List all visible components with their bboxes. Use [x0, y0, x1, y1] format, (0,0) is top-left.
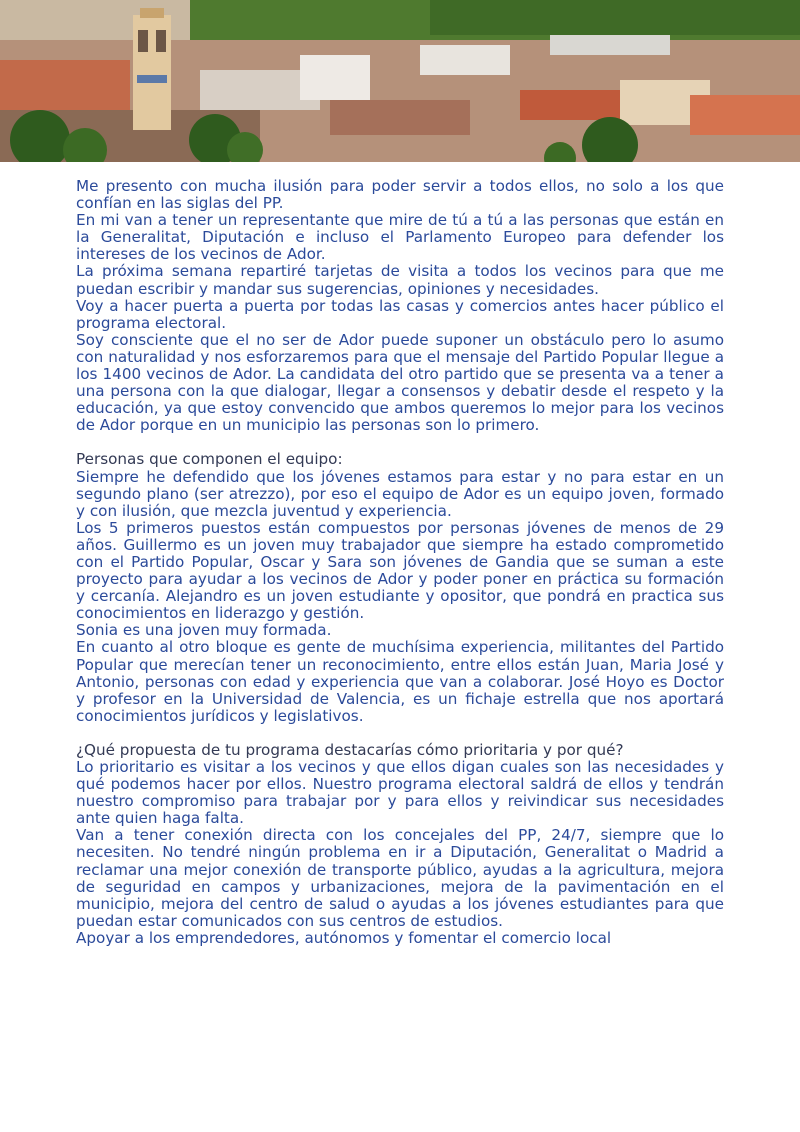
town-photo-illustration [0, 0, 800, 162]
paragraph: En cuanto al otro bloque es gente de muchísima experiencia, militantes del Partido Popular que merecían tener un reconocimiento, entre ellos están Juan, Maria José y Antonio, personas con edad y experiencia que van a colaborar. José Hoyo es Doctor y profesor en la Universidad de Valencia, es un fichaje estrella que nos aportará conocimientos jurídicos y legislativos. [76, 638, 724, 725]
paragraph: Apoyar a los emprendedores, autónomos y fomentar el comercio local [76, 928, 612, 947]
paragraph: Van a tener conexión directa con los concejales del PP, 24/7, siempre que lo necesiten. No tendré ningún problema en ir a Diputación, Generalitat o Madrid a reclamar una mejor conexión de transporte público, ayudas a la agricultura, mejora de seguridad en campos y urbanizaciones, mejora de la pavimentación en el municipio, mejora del centro de salud o ayudas a los jóvenes estudiantes para que puedan estar comunicados con sus centros de estudios. [76, 826, 724, 930]
paragraph: Lo prioritario es visitar a los vecinos y que ellos digan cuales son las necesidades y qué podemos hacer por ellos. Nuestro programa electoral saldrá de ellos y tendrán nuestro compromiso para trabajar por y para ellos y reivindicar sus necesidades ante quien haga falta. [76, 758, 724, 828]
paragraph: En mi van a tener un representante que mire de tú a tú a las personas que están en la Generalitat, Diputación e incluso el Parlamento Europeo para defender los intereses de los vecinos de Ador. [76, 211, 724, 264]
paragraph: Soy consciente que el no ser de Ador puede suponer un obstáculo pero lo asumo con naturalidad y nos esforzaremos para que el mensaje del Partido Popular llegue a los 1400 vecinos de Ador. La candidata del otro partido que se presenta va a tener a una persona con la que dialogar, llegar a consensos y debatir desde el respeto y la educación, ya que estoy convencido que ambos queremos lo mejor para los vecinos de Ador porque en un municipio las personas son lo primero. [76, 330, 724, 435]
paragraph: Siempre he defendido que los jóvenes estamos para estar y no para estar en un segundo plano (ser atrezzo), por eso el equipo de Ador es un equipo joven, formado y con ilusión, que mezcla juventud y experiencia. [76, 467, 724, 520]
town-photo [0, 0, 800, 162]
section-heading-team: Personas que componen el equipo: [76, 450, 343, 469]
section-heading-priority: ¿Qué propuesta de tu programa destacarías cómo prioritaria y por qué? [76, 740, 624, 759]
paragraph: Los 5 primeros puestos están compuestos por personas jóvenes de menos de 29 años. Guillermo es un joven muy trabajador que siempre ha estado comprometido con el Partido Popular, Oscar y Sara son jóvenes de Gandia que se suman a este proyecto para ayudar a los vecinos de Ador y poder poner en práctica su formación y cercanía. Alejandro es un joven estudiante y opositor, que pondrá en practica sus conocimientos en liderazgo y gestión. [76, 518, 724, 623]
paragraph: Me presento con mucha ilusión para poder servir a todos ellos, no solo a los que confían en las siglas del PP. [76, 177, 724, 213]
spacer [76, 434, 724, 451]
paragraph: Sonia es una joven muy formada. [76, 621, 332, 640]
spacer [76, 725, 724, 742]
paragraph: La próxima semana repartiré tarjetas de visita a todos los vecinos para que me puedan escribir y mandar sus sugerencias, opiniones y necesidades. [76, 262, 724, 298]
article-body [76, 178, 724, 947]
paragraph: Voy a hacer puerta a puerta por todas las casas y comercios antes hacer público el programa electoral. [76, 296, 724, 332]
